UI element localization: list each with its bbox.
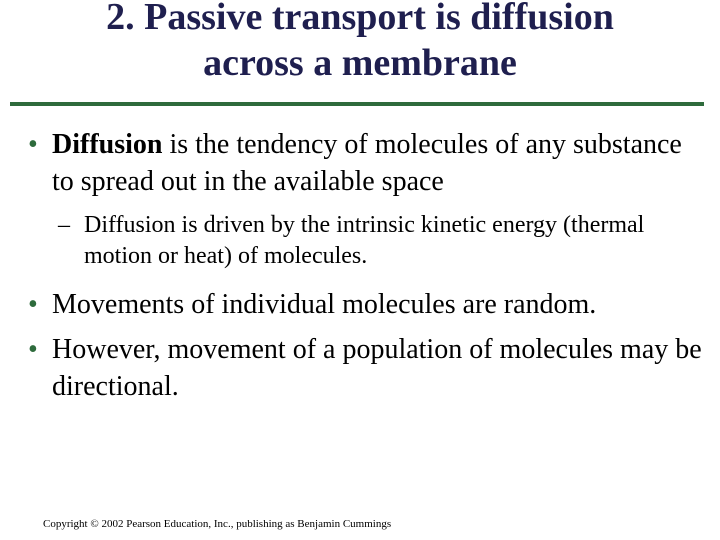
bullet-random-movement <box>28 286 708 323</box>
title-line-1: 2. Passive transport is diffusion <box>106 0 614 38</box>
bullet-icon: • <box>28 334 38 365</box>
bullet-icon: • <box>28 129 38 160</box>
bullet-text: However, movement of a population of molecules may be directional. <box>52 334 702 402</box>
bullet-directional-movement <box>28 331 708 405</box>
bullet-text: is the tendency of molecules of any substance to spread out in the available space <box>52 129 682 197</box>
bullet-text: Movements of individual molecules are random. <box>52 289 597 320</box>
sub-bullet-text: Diffusion is driven by the intrinsic kinetic energy (thermal motion or heat) of molecules. <box>84 212 645 269</box>
copyright-footer: Copyright © 2002 Pearson Education, Inc., publishing as Benjamin Cummings <box>43 518 392 530</box>
title-line-2: across a membrane <box>203 42 517 84</box>
slide-title <box>0 0 720 86</box>
dash-icon: – <box>58 212 70 238</box>
slide-body <box>28 126 708 405</box>
bullet-icon: • <box>28 289 38 320</box>
bullet-diffusion <box>28 126 708 200</box>
sub-bullet-kinetic-energy <box>28 210 708 272</box>
bullet-bold-term: Diffusion <box>52 129 163 160</box>
title-divider <box>10 102 704 106</box>
